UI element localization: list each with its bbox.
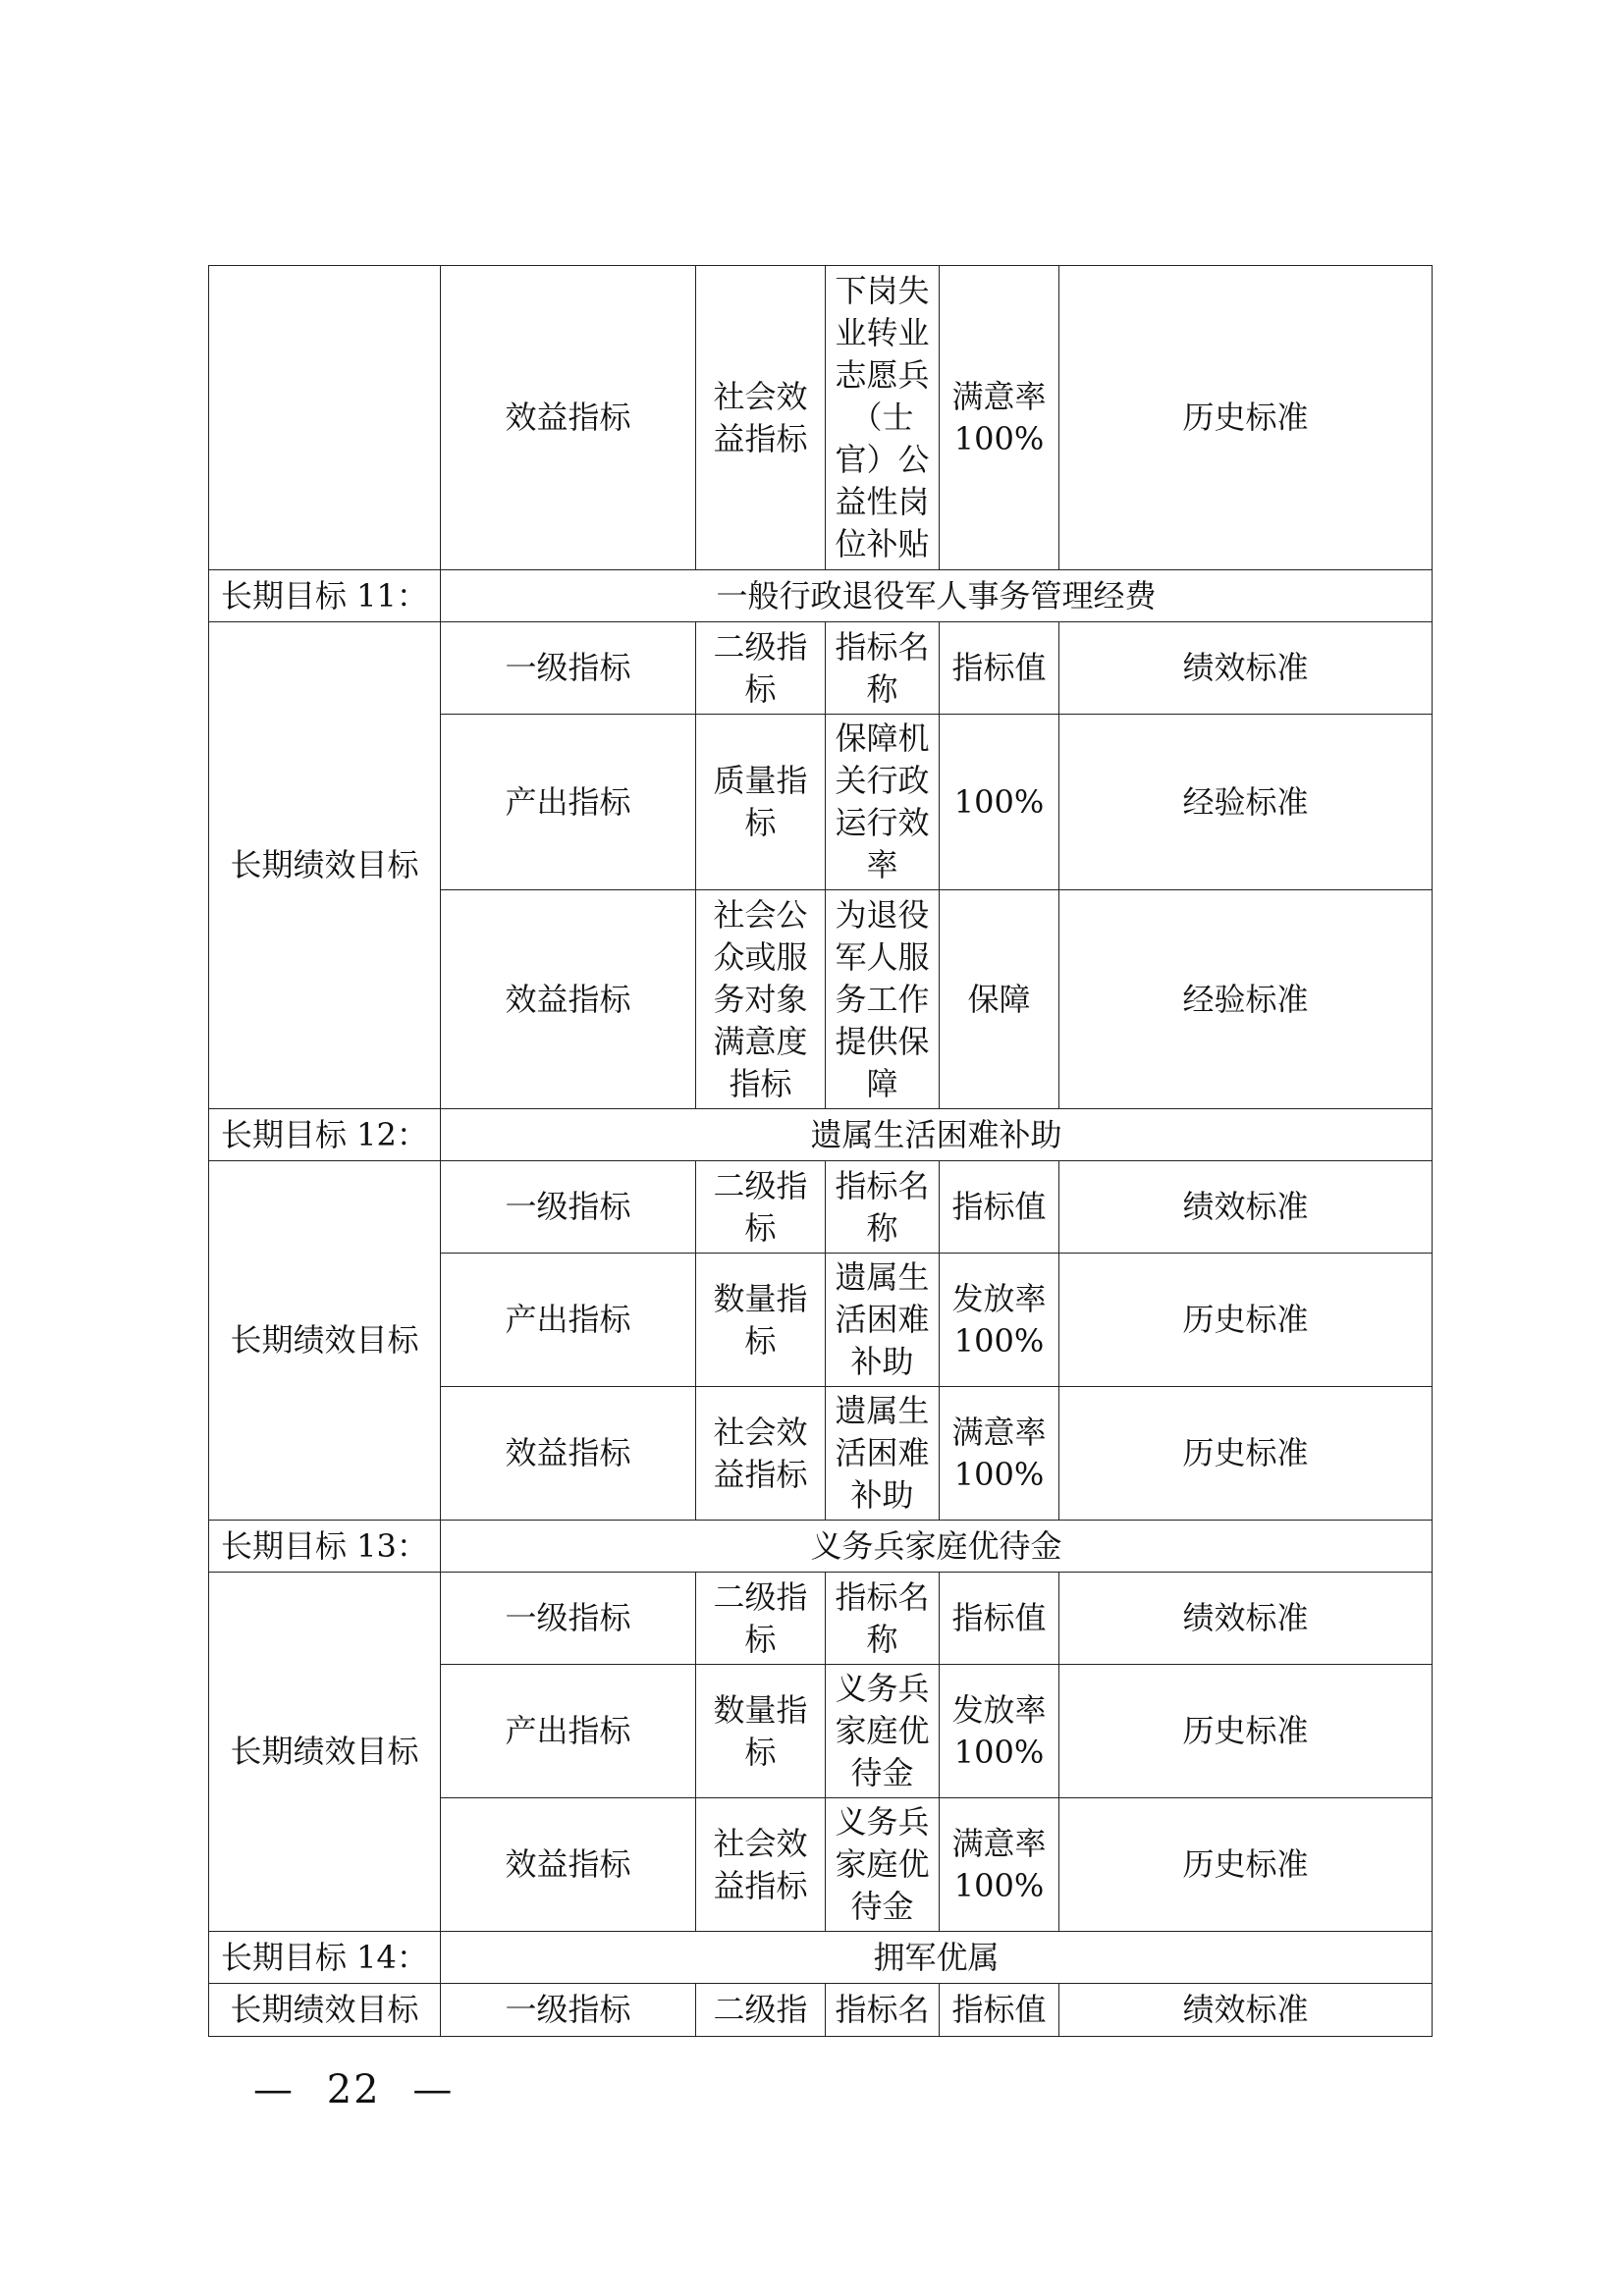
header-level2: 二级指标	[696, 622, 826, 715]
indicator-value-cell: 发放率100%	[940, 1665, 1059, 1798]
indicator-name-cell: 为退役军人服务工作提供保障	[826, 890, 940, 1109]
indicator-name-cell: 下岗失业转业志愿兵（士官）公益性岗位补贴	[826, 266, 940, 570]
indicator-name-cell: 遗属生活困难补助	[826, 1254, 940, 1387]
table-header-row	[209, 1984, 1433, 2037]
header-value: 指标值	[940, 1984, 1059, 2037]
page-footer	[253, 2067, 454, 2112]
header-standard: 绩效标准	[1059, 1573, 1433, 1665]
level2-cell: 数量指标	[696, 1665, 826, 1798]
level2-cell: 数量指标	[696, 1254, 826, 1387]
header-level1: 一级指标	[441, 622, 696, 715]
goal-row	[209, 1109, 1433, 1161]
standard-cell: 历史标准	[1059, 1387, 1433, 1521]
level1-cell: 产出指标	[441, 715, 696, 890]
goal-title: 义务兵家庭优待金	[441, 1521, 1433, 1573]
table-row	[209, 266, 1433, 570]
page-number: 22	[326, 2067, 381, 2112]
perf-goal-label: 长期绩效目标	[209, 1161, 441, 1521]
header-value: 指标值	[940, 1573, 1059, 1665]
header-name: 指标名称	[826, 622, 940, 715]
header-standard: 绩效标准	[1059, 1984, 1433, 2037]
header-value: 指标值	[940, 622, 1059, 715]
indicator-name-cell: 义务兵家庭优待金	[826, 1798, 940, 1932]
goal-label: 长期目标 12：	[209, 1109, 441, 1161]
goal-row	[209, 1932, 1433, 1984]
perf-goal-label: 长期绩效目标	[209, 1984, 441, 2037]
goal-title: 遗属生活困难补助	[441, 1109, 1433, 1161]
indicator-value-cell: 满意率100%	[940, 266, 1059, 570]
header-level2: 二级指	[696, 1984, 826, 2037]
level1-cell: 效益指标	[441, 266, 696, 570]
level2-cell: 质量指标	[696, 715, 826, 890]
indicator-value-cell: 满意率100%	[940, 1387, 1059, 1521]
level2-cell: 社会效益指标	[696, 1798, 826, 1932]
header-level1: 一级指标	[441, 1573, 696, 1665]
standard-cell: 经验标准	[1059, 715, 1433, 890]
level1-cell: 产出指标	[441, 1665, 696, 1798]
header-level1: 一级指标	[441, 1984, 696, 2037]
empty-cell	[209, 266, 441, 570]
level1-cell: 效益指标	[441, 890, 696, 1109]
goal-label: 长期目标 13：	[209, 1521, 441, 1573]
perf-goal-label: 长期绩效目标	[209, 622, 441, 1109]
standard-cell: 历史标准	[1059, 1254, 1433, 1387]
indicator-name-cell: 遗属生活困难补助	[826, 1387, 940, 1521]
goal-title: 拥军优属	[441, 1932, 1433, 1984]
indicator-value-cell: 保障	[940, 890, 1059, 1109]
indicator-value-cell: 100%	[940, 715, 1059, 890]
header-standard: 绩效标准	[1059, 622, 1433, 715]
level1-cell: 产出指标	[441, 1254, 696, 1387]
goal-label: 长期目标 14：	[209, 1932, 441, 1984]
level2-cell: 社会公众或服务对象满意度指标	[696, 890, 826, 1109]
goal-title: 一般行政退役军人事务管理经费	[441, 570, 1433, 622]
header-standard: 绩效标准	[1059, 1161, 1433, 1254]
goal-row	[209, 1521, 1433, 1573]
perf-goal-label: 长期绩效目标	[209, 1573, 441, 1932]
table-header-row	[209, 1161, 1433, 1254]
standard-cell: 经验标准	[1059, 890, 1433, 1109]
goal-label: 长期目标 11：	[209, 570, 441, 622]
standard-cell: 历史标准	[1059, 1798, 1433, 1932]
level1-cell: 效益指标	[441, 1387, 696, 1521]
standard-cell: 历史标准	[1059, 266, 1433, 570]
header-name: 指标名称	[826, 1161, 940, 1254]
table-header-row	[209, 622, 1433, 715]
indicator-name-cell: 义务兵家庭优待金	[826, 1665, 940, 1798]
level1-cell: 效益指标	[441, 1798, 696, 1932]
performance-table	[208, 265, 1433, 2037]
table-header-row	[209, 1573, 1433, 1665]
footer-dash-right: —	[412, 2067, 455, 2112]
header-level2: 二级指标	[696, 1573, 826, 1665]
standard-cell: 历史标准	[1059, 1665, 1433, 1798]
header-level2: 二级指标	[696, 1161, 826, 1254]
header-name: 指标名	[826, 1984, 940, 2037]
indicator-value-cell: 满意率100%	[940, 1798, 1059, 1932]
goal-row	[209, 570, 1433, 622]
level2-cell: 社会效益指标	[696, 1387, 826, 1521]
level2-cell: 社会效益指标	[696, 266, 826, 570]
footer-dash-left: —	[253, 2067, 295, 2112]
indicator-name-cell: 保障机关行政运行效率	[826, 715, 940, 890]
indicator-value-cell: 发放率100%	[940, 1254, 1059, 1387]
header-name: 指标名称	[826, 1573, 940, 1665]
header-value: 指标值	[940, 1161, 1059, 1254]
header-level1: 一级指标	[441, 1161, 696, 1254]
